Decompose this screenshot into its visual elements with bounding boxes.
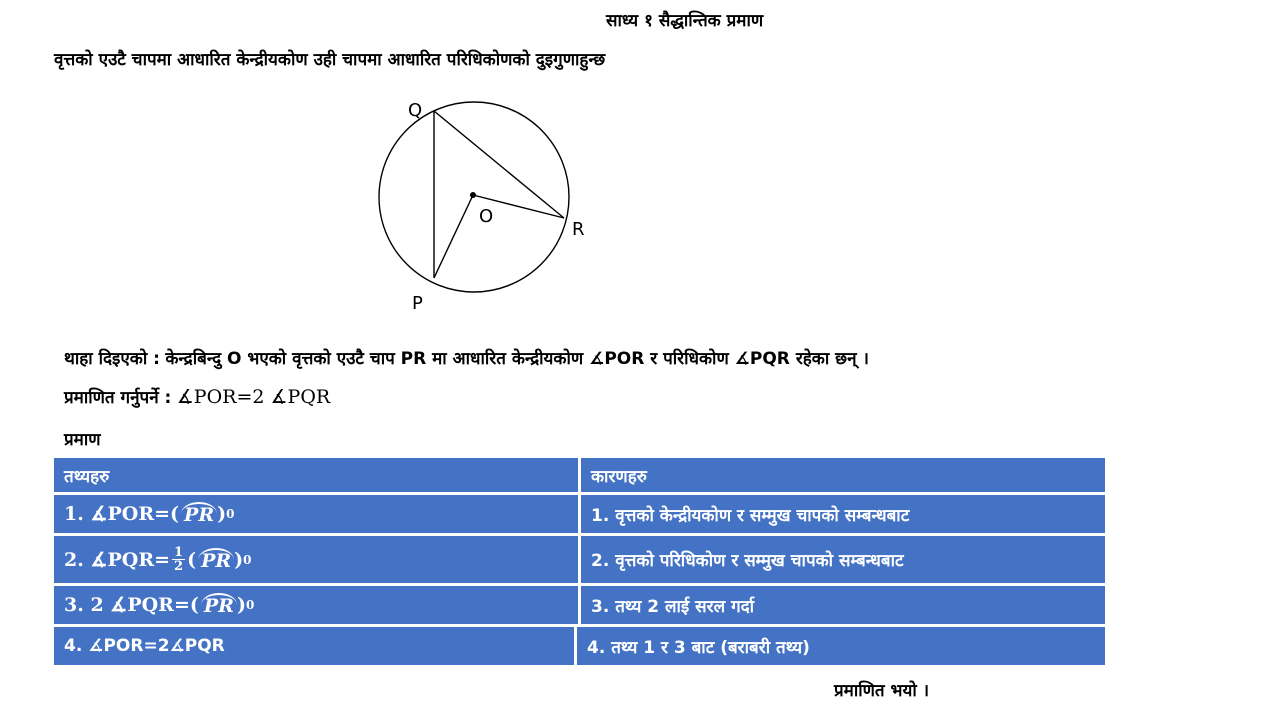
label-o: O	[479, 206, 494, 227]
power: 0	[226, 507, 235, 521]
given-line	[64, 346, 869, 369]
given-label: थाहा दिइएको :	[64, 349, 160, 369]
power: 0	[245, 598, 255, 612]
arc-pr: PR	[181, 502, 217, 526]
label-r: R	[572, 219, 585, 240]
table-row: 1. ∡POR= ( PR ) 0	[54, 495, 578, 533]
power: 0	[243, 552, 252, 567]
header-facts: तथ्यहरु	[54, 458, 578, 492]
circle-figure	[360, 90, 620, 330]
given-text: केन्द्रबिन्दु O भएको वृत्तको एउटै चाप PR मा आधारित केन्द्रीयकोण ∡POR र परिधिकोण ∡PQR रहेका छन् ।	[165, 349, 869, 369]
reason-1: 1. वृत्तको केन्द्रीयकोण र सम्मुख चापको सम्बन्धबाट	[581, 495, 1105, 533]
stmt-4: 4. ∡POR=2∡PQR	[54, 627, 574, 665]
header-reasons: कारणहरु	[581, 458, 1105, 492]
table-row: 3. 2 ∡PQR= ( PR ) 0	[54, 586, 578, 624]
fraction: $\frac{1}{2}$	[174, 545, 184, 574]
label-q: Q	[408, 100, 423, 121]
to-prove-label: प्रमाणित गर्नुपर्ने :	[64, 388, 172, 408]
reason-4: 4. तथ्य 1 र 3 बाट (बराबरी तथ्य)	[577, 627, 1105, 665]
theorem-statement: वृत्तको एउटै चापमा आधारित केन्द्रीयकोण उही चापमा आधारित परिधिकोणको दुइगुणाहुन्छ	[54, 50, 606, 70]
arc-pr: PR	[201, 593, 237, 617]
to-prove-line	[64, 385, 330, 408]
conclusion: प्रमाणित भयो ।	[834, 681, 930, 701]
center-point	[470, 192, 476, 198]
reason-3: 3. तथ्य 2 लाई सरल गर्दा	[581, 586, 1105, 624]
stmt-2-prefix: 2. ∡PQR=	[64, 548, 171, 571]
label-p: P	[412, 293, 423, 314]
reason-2: 2. वृत्तको परिधिकोण र सम्मुख चापको सम्बन्धबाट	[581, 536, 1105, 583]
table-row: 2. ∡PQR= $\frac{1}{2}$ ( PR ) 0	[54, 536, 578, 583]
radius-op	[434, 195, 473, 278]
stmt-1-prefix: 1. ∡POR=	[64, 503, 171, 525]
to-prove-expr: ∡POR=2 ∡PQR	[176, 386, 331, 408]
proof-heading: प्रमाण	[64, 430, 101, 450]
page-title: साध्य १ सैद्धान्तिक प्रमाण	[606, 11, 764, 31]
stmt-3-prefix: 3. 2 ∡PQR=	[64, 594, 190, 616]
arc-pr: PR	[198, 548, 234, 572]
